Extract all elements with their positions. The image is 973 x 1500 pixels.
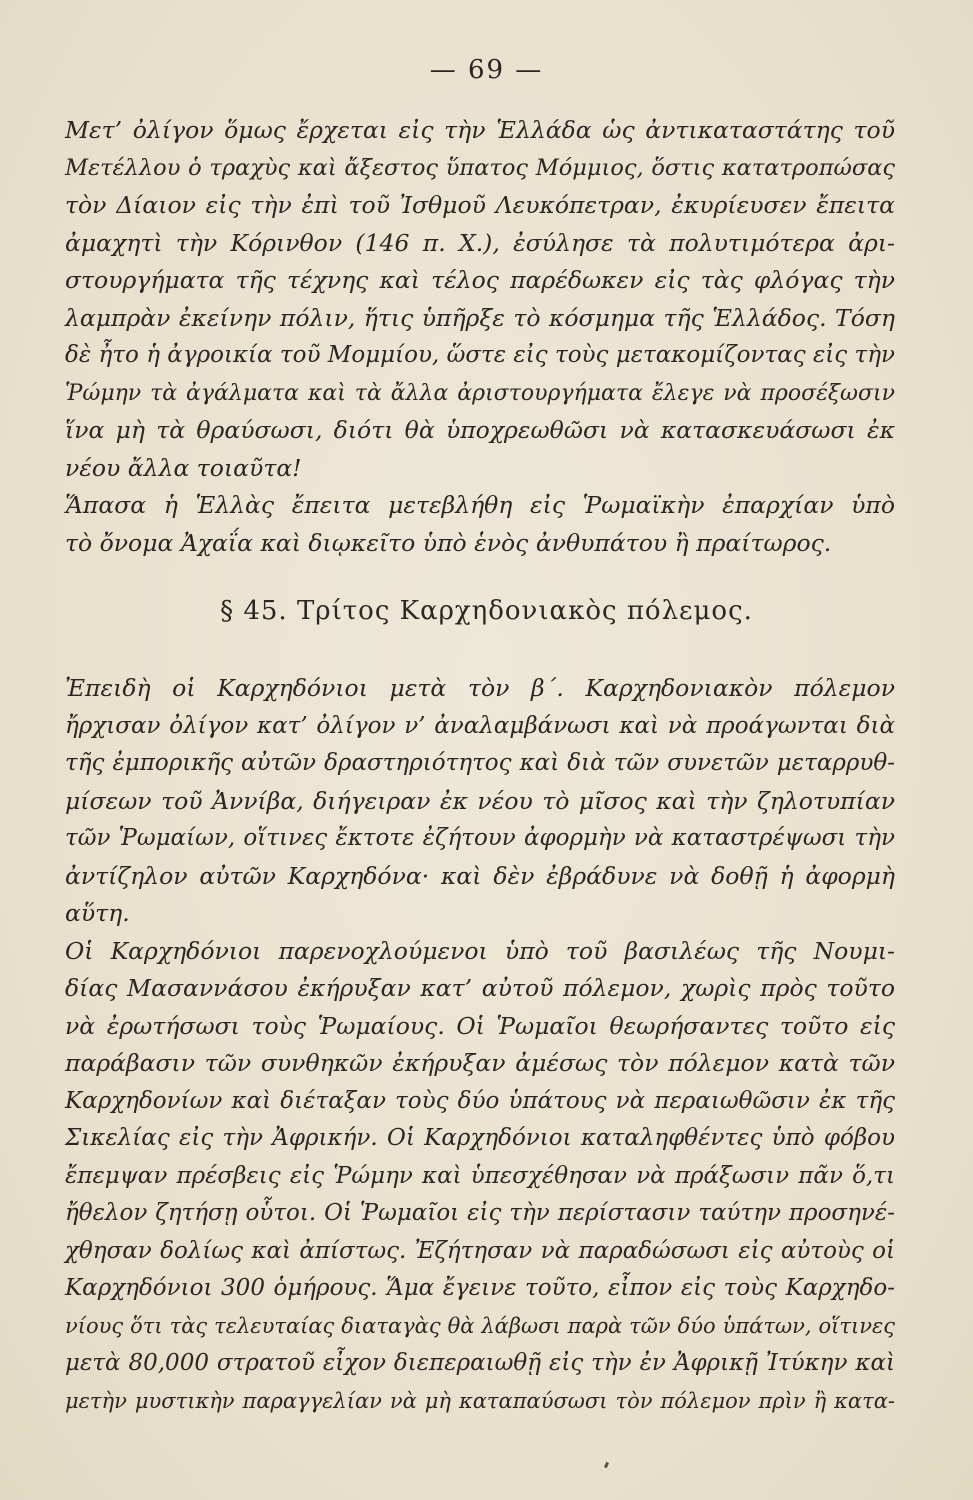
text-line: ἤρχισαν ὀλίγον κατ’ ὀλίγον ν’ ἀναλαμβάνωσι καὶ νὰ προάγωνται διὰ: [65, 712, 895, 739]
text-line: μίσεων τοῦ Ἀννίβα, διήγειραν ἐκ νέου τὸ μῖσος καὶ τὴν ζηλοτυπίαν: [65, 786, 895, 815]
text-line: τὸ ὄνομα Ἀχαΐα καὶ διῳκεῖτο ὑπὸ ἑνὸς ἀνθυπάτου ἢ πραίτωρος.: [65, 528, 832, 557]
text-line: ἀντίζηλον αὐτῶν Καρχηδόνα· καὶ δὲν ἐβράδυνε νὰ δοθῇ ἡ ἀφορμὴ: [65, 861, 895, 890]
text-line: μετὰ 80,000 στρατοῦ εἶχον διεπεραιωθῇ εἰς τὴν ἐν Ἀφρικῇ Ἰτύκην καὶ: [65, 1350, 895, 1376]
text-line: Ῥώμην τὰ ἀγάλματα καὶ τὰ ἄλλα ἀριστουργήματα ἔλεγε νὰ προσέξωσιν: [65, 380, 895, 406]
text-line: ἤθελον ζητήσῃ οὗτοι. Οἱ Ῥωμαῖοι εἰς τὴν περίστασιν ταύτην προσηνέ-: [65, 1200, 895, 1226]
text-line: μετὴν μυστικὴν παραγγελίαν νὰ μὴ καταπαύσωσι τὸν πόλεμον πρὶν ἢ κατα-: [65, 1388, 895, 1413]
text-line: ἔπεμψαν πρέσβεις εἰς Ῥώμην καὶ ὑπεσχέθησαν νὰ πράξωσιν πᾶν ὅ,τι: [65, 1162, 895, 1189]
text-line: νέου ἄλλα τοιαῦτα!: [65, 453, 302, 482]
paragraph-third-punic-war: [65, 670, 895, 1420]
text-line: νίους ὅτι τὰς τελευταίας διαταγὰς θὰ λάβωσι παρὰ τῶν δύο ὑπάτων, οἵτινες: [65, 1313, 895, 1338]
text-line: χθησαν δολίως καὶ ἀπίστως. Ἐζήτησαν νὰ παραδώσωσι εἰς αὐτοὺς οἱ: [65, 1237, 895, 1264]
page-number: — 69 —: [429, 55, 544, 85]
text-line: αὕτη.: [65, 899, 130, 927]
paragraph-mummius: [65, 112, 895, 562]
text-line: στουργήματα τῆς τέχνης καὶ τέλος παρέδωκεν εἰς τὰς φλόγας τὴν: [65, 266, 895, 294]
text-line: Οἱ Καρχηδόνιοι παρενοχλούμενοι ὑπὸ τοῦ βασιλέως τῆς Νουμι-: [65, 936, 895, 965]
text-line: Καρχηδόνιοι 300 ὁμήρους. Ἅμα ἔγεινε τοῦτο, εἶπον εἰς τοὺς Καρχηδο-: [65, 1275, 895, 1301]
text-line: Καρχηδονίων καὶ διέταξαν τοὺς δύο ὑπάτους νὰ περαιωθῶσιν ἐκ τῆς: [65, 1087, 895, 1114]
text-line: τῆς ἐμπορικῆς αὐτῶν δραστηριότητος καὶ διὰ τῶν συνετῶν μεταρρυθ-: [65, 750, 895, 776]
ink-speck: [604, 1462, 609, 1469]
text-line: παράβασιν τῶν συνθηκῶν ἐκήρυξαν ἀμέσως τὸν πόλεμον κατὰ τῶν: [65, 1049, 895, 1077]
text-line: δὲ ἦτο ἡ ἀγροικία τοῦ Μομμίου, ὥστε εἰς τοὺς μετακομίζοντας εἰς τὴν: [65, 342, 895, 368]
text-line: τὸν Δίαιον εἰς τὴν ἐπὶ τοῦ Ἰσθμοῦ Λευκόπετραν, ἐκυρίευσεν ἔπειτα: [65, 191, 895, 219]
text-line: νὰ ἐρωτήσωσι τοὺς Ῥωμαίους. Οἱ Ῥωμαῖοι θεωρήσαντες τοῦτο εἰς: [65, 1011, 895, 1040]
section-heading: § 45. Τρίτος Καρχηδονιακὸς πόλεμος.: [220, 596, 753, 626]
text-line: Σικελίας εἰς τὴν Ἀφρικήν. Οἱ Καρχηδόνιοι καταληφθέντες ὑπὸ φόβου: [65, 1125, 895, 1151]
text-line: Μετ’ ὀλίγον ὅμως ἔρχεται εἰς τὴν Ἑλλάδα ὡς ἀντικαταστάτης τοῦ: [65, 116, 895, 144]
text-line: Ἐπειδὴ οἱ Καρχηδόνιοι μετὰ τὸν β΄. Καρχηδονιακὸν πόλεμον: [65, 674, 895, 702]
text-line: λαμπρὰν ἐκείνην πόλιν, ἥτις ὑπῆρξε τὸ κόσμημα τῆς Ἑλλάδος. Τόση: [65, 303, 895, 332]
text-line: δίας Μασαννάσου ἐκήρυξαν κατ’ αὐτοῦ πόλεμον, χωρὶς πρὸς τοῦτο: [65, 974, 895, 1002]
text-line: ἵνα μὴ τὰ θραύσωσι, διότι θὰ ὑποχρεωθῶσι νὰ κατασκευάσωσι ἐκ: [65, 416, 895, 444]
text-line: Μετέλλου ὁ τραχὺς καὶ ἄξεστος ὕπατος Μόμμιος, ὅστις κατατροπώσας: [65, 154, 895, 181]
text-line: Ἅπασα ἡ Ἑλλὰς ἔπειτα μετεβλήθη εἰς Ῥωμαϊκὴν ἐπαρχίαν ὑπὸ: [65, 491, 895, 519]
text-line: ἀμαχητὶ τὴν Κόρινθον (146 π. Χ.), ἐσύλησε τὰ πολυτιμότερα ἀρι-: [65, 228, 895, 257]
text-line: τῶν Ῥωμαίων, οἵτινες ἔκτοτε ἐζήτουν ἀφορμὴν νὰ καταστρέψωσι τὴν: [65, 825, 895, 851]
